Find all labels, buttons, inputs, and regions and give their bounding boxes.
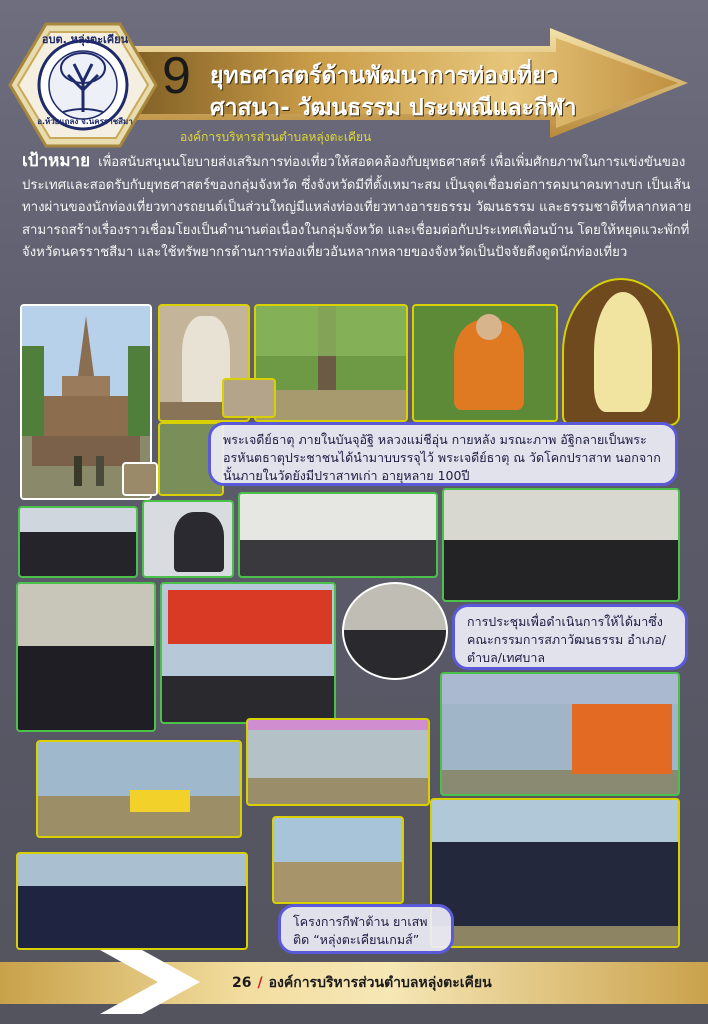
caption-relic: พระเจดีย์ธาตุ ภายในบันจุอัฐิ หลวงแม่ชีอุ่น กายหลัง มรณะภาพ อัฐิกลายเป็นพระอรหันตธาตุประชาชนได้นำมาบบรรจุไว้ พระเจดีย์ธาตุ ณ วัดโคกปราสาท นอกจากนั้นภายในวัดยังมีปราสาทเก่า อายุหลาย 100ปี — [208, 422, 678, 486]
goal-paragraph — [22, 150, 694, 265]
seal-text-bottom: อ.ห้วยแถลง จ.นครราชสีมา — [37, 117, 133, 126]
organization-subtitle: องค์การบริหารส่วนตำบลหลุ่งตะเคียน — [180, 130, 372, 144]
seal-text-top: อบต. หลุ่งตะเคียน — [41, 33, 129, 46]
footer-separator: / — [257, 975, 263, 991]
footer-text — [232, 972, 492, 994]
photo-parade — [36, 740, 242, 838]
chapter-title-line1: ยุทธศาสตร์ด้านพัฒนาการท่องเที่ยว — [210, 63, 559, 89]
photo-meeting-room — [238, 492, 438, 578]
footer-chevron-icon — [100, 950, 200, 1014]
chapter-number: 9 — [162, 47, 191, 105]
photo-tree — [254, 304, 408, 422]
photo-field-players — [272, 816, 404, 904]
photo-football-team-left — [16, 852, 248, 950]
goal-label: เป้าหมาย — [22, 151, 91, 171]
photo-award-ceremony — [440, 672, 680, 796]
chapter-title-line2: ศาสนา- วัฒนธรรม ประเพณีและกีฬา — [210, 95, 577, 121]
photo-monk — [412, 304, 558, 422]
footer-org-name: องค์การบริหารส่วนตำบลหลุ่งตะเคียน — [268, 975, 492, 991]
photo-speakers-round — [342, 582, 448, 680]
photo-banner-meeting — [160, 582, 336, 724]
page-number: 26 — [232, 975, 252, 991]
photo-football-team-right — [430, 798, 680, 948]
photo-thumb — [122, 462, 158, 496]
photo-buddha — [562, 278, 680, 426]
caption-sports: โครงการกีฬาต้าน ยาเสพติด “หลุ่งตะเคียนเกมส์” — [278, 904, 454, 954]
photo-team-lineup — [246, 718, 430, 806]
photo-raised-hands — [16, 582, 156, 732]
photo-group-dark — [18, 506, 138, 578]
goal-text: เพื่อสนับสนุนนโยบายส่งเสริมการท่องเที่ยวให้สอดคล้องกับยุทธศาสตร์ เพื่อเพิ่มศักยภาพในการแข่งขันของประเทศและสอดรับกับยุทธศาสตร์ของกลุ่มจังหวัด ซึ่งจังหวัดมีที่ตั้งเหมาะสม เป็นจุดเชื่อมต่อการคมนาคมทางบก เป็นเส้นทางผ่านของนักท่องเที่ยวทางรถยนต์เป็นส่วนใหญ่มีแหล่งท่องเที่ยวทางอารยธรรม วัฒนธรรม และธรรมชาติที่หลากหลาย สามารถสร้างเรื่องราวเชื่อมโยงเป็นตำนานต่อเนื่องในกลุ่มจังหวัด และเชื่อมต่อกับประเทศเพื่อนบ้าน โดยให้หยุดแวะพักที่จังหวัดนครราชสีมา และใช้ทรัพยากรด้านการท่องเที่ยวอันหลากหลายของจังหวัดเป็นปัจจัยดึงดูดนักท่องเที่ยว — [22, 155, 692, 260]
caption-meeting: การประชุมเพื่อดำเนินการให้ได้มาซึ่ง คณะกรรมการสภาวัฒนธรรม อำเภอ/ตำบล/เทศบาล — [452, 604, 688, 670]
photo-vote — [442, 488, 680, 602]
photo-small-shrine — [222, 378, 276, 418]
photo-signing — [142, 500, 234, 578]
